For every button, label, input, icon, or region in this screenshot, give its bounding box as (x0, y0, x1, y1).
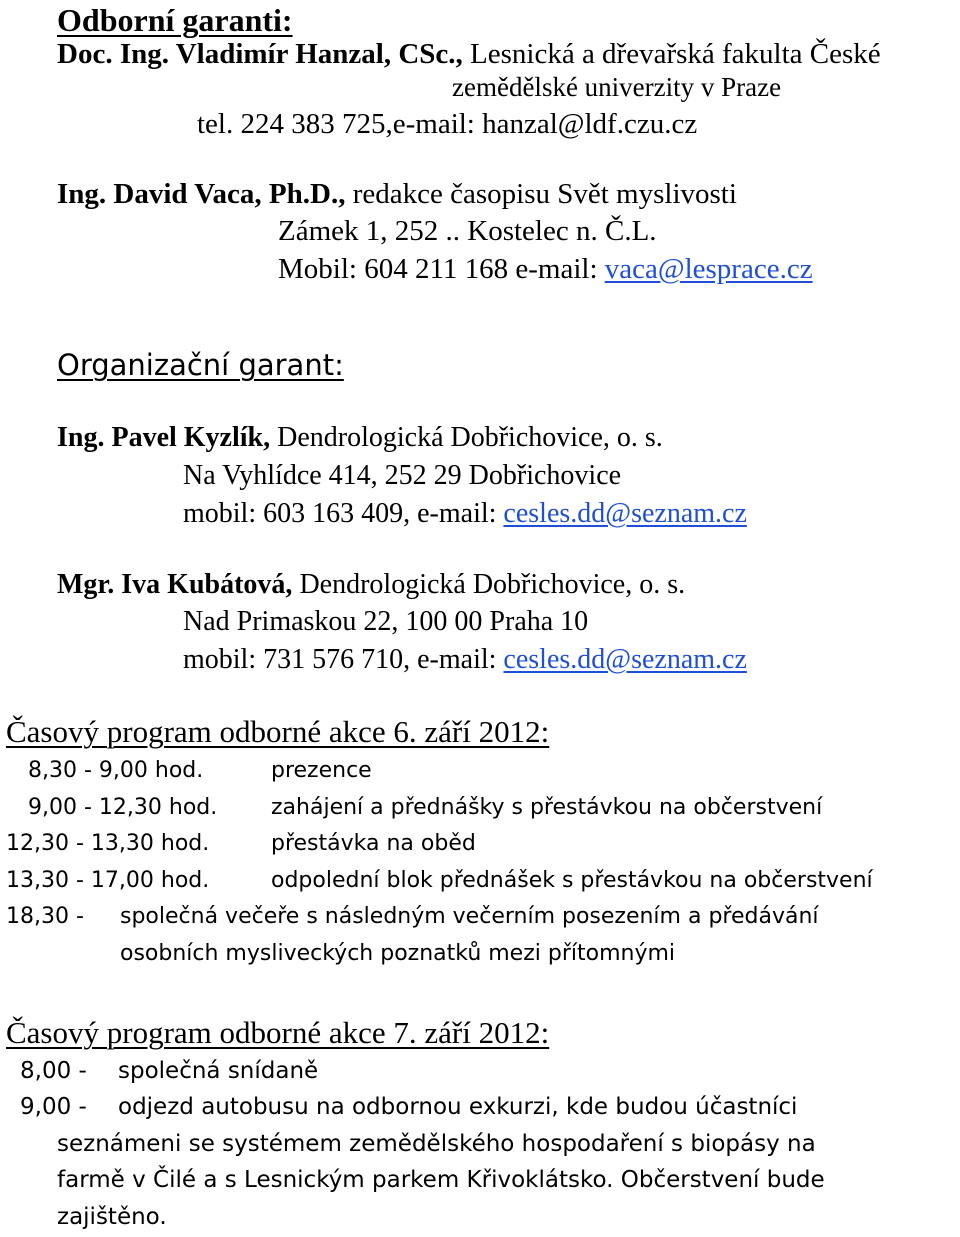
organizer-mobile (183, 644, 747, 676)
email-link[interactable]: cesles.dd@seznam.cz (503, 498, 747, 529)
schedule-text: společná snídaně (118, 1058, 319, 1084)
schedule-time: 13,30 - 17,00 hod. (6, 868, 210, 893)
organizer-address: Na Vyhlídce 414, 252 29 Dobřichovice (183, 460, 622, 491)
organizer-affiliation: Dendrologická Dobřichovice, o. s. (292, 569, 686, 600)
heading-organizacni-garant: Organizační garant: (57, 348, 344, 382)
schedule-time: 8,00 - (20, 1058, 87, 1084)
schedule-text-cont: farmě v Čilé a s Lesnickým parkem Křivoklátsko. Občerstvení bude (57, 1167, 825, 1193)
organizer-mobile (183, 498, 747, 530)
schedule-text: zahájení a přednášky s přestávkou na občerstvení (271, 795, 823, 820)
guarantor-mobile (278, 253, 813, 286)
organizer-name: Mgr. Iva Kubátová, (57, 569, 293, 600)
guarantor-hanzal-line1 (57, 38, 881, 71)
schedule-text: odjezd autobusu na odbornou exkurzi, kde budou účastníci (118, 1094, 798, 1120)
guarantor-address: Zámek 1, 252 .. Kostelec n. Č.L. (278, 215, 657, 247)
organizer-affiliation: Dendrologická Dobřichovice, o. s. (270, 422, 663, 453)
organizer-address: Nad Primaskou 22, 100 00 Praha 10 (183, 606, 589, 637)
schedule-time: 12,30 - 13,30 hod. (6, 831, 210, 856)
organizer-mobile-text: mobil: 603 163 409, e-mail: (183, 498, 504, 529)
guarantor-name: Ing. David Vaca, Ph.D., (57, 178, 346, 210)
organizer-name: Ing. Pavel Kyzlík, (57, 422, 271, 453)
guarantor-affiliation-cont: zemědělské univerzity v Praze (452, 72, 782, 102)
schedule-text: společná večeře s následným večerním posezením a předávání (120, 904, 819, 929)
heading-odborni-garanti: Odborní garanti: (57, 2, 293, 38)
heading-program-6: Časový program odborné akce 6. září 2012: (6, 714, 550, 749)
schedule-time: 8,30 - 9,00 hod. (28, 758, 204, 783)
guarantor-contact: tel. 224 383 725,e-mail: hanzal@ldf.czu.cz (197, 108, 698, 140)
guarantor-vaca-line1 (57, 178, 737, 211)
organizer-mobile-text: mobil: 731 576 710, e-mail: (183, 644, 504, 675)
schedule-text: odpolední blok přednášek s přestávkou na občerstvení (271, 868, 873, 893)
guarantor-affiliation: redakce časopisu Svět myslivosti (345, 178, 737, 210)
schedule-text-cont: zajištěno. (57, 1204, 167, 1230)
guarantor-affiliation: Lesnická a dřevařská fakulta České (462, 38, 881, 70)
schedule-time: 9,00 - (20, 1094, 87, 1120)
guarantor-mobile-text: Mobil: 604 211 168 e-mail: (278, 253, 605, 285)
schedule-text: prezence (271, 758, 372, 783)
schedule-time: 18,30 - (6, 904, 84, 929)
email-link[interactable]: cesles.dd@seznam.cz (503, 644, 747, 675)
guarantor-name: Doc. Ing. Vladimír Hanzal, CSc., (57, 38, 463, 70)
schedule-text-cont: osobních mysliveckých poznatků mezi přítomnými (120, 941, 676, 966)
email-link[interactable]: vaca@lesprace.cz (604, 253, 813, 285)
organizer-kyzlik-line1 (57, 422, 663, 454)
organizer-kubatova-line1 (57, 569, 685, 601)
schedule-text: přestávka na oběd (271, 831, 476, 856)
schedule-time: 9,00 - 12,30 hod. (28, 795, 218, 820)
schedule-text-cont: seznámeni se systémem zemědělského hospodaření s biopásy na (57, 1131, 816, 1157)
heading-program-7: Časový program odborné akce 7. září 2012: (6, 1015, 550, 1050)
